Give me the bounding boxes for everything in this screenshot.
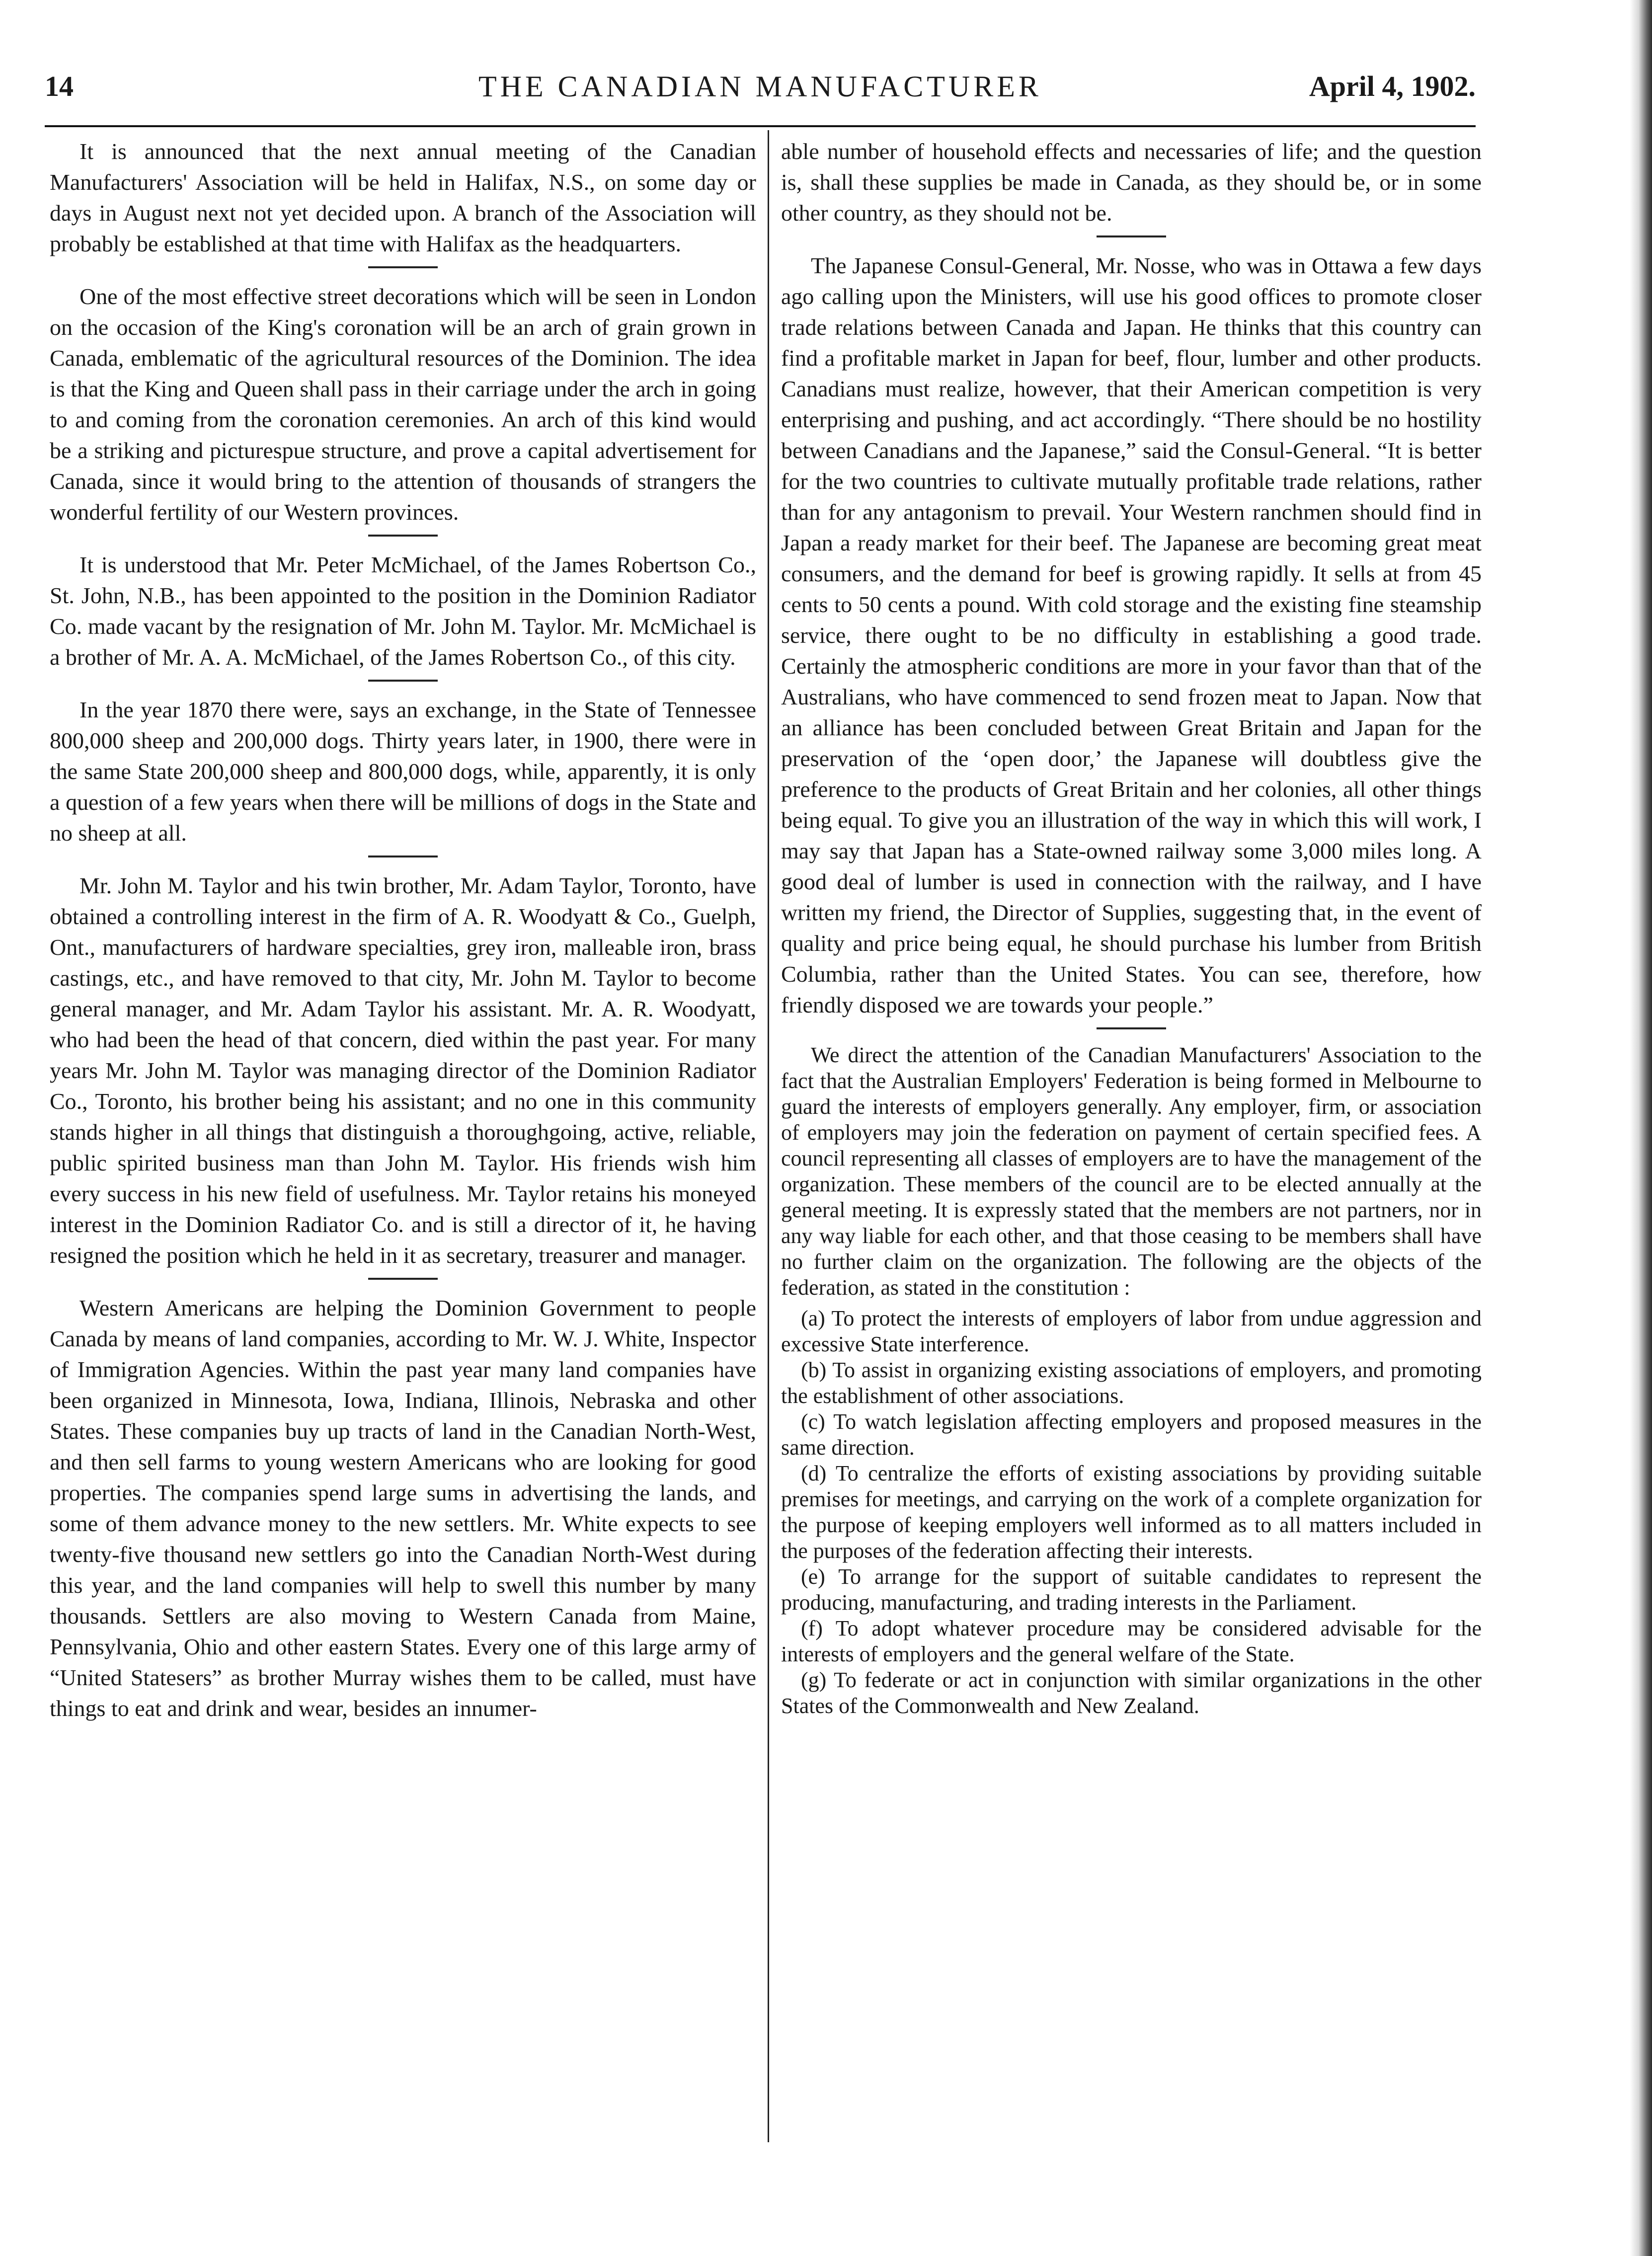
article-tennessee-sheep: In the year 1870 there were, says an exchange, in the State of Tennessee 800,000 sheep and 200,000 dogs. Thirty years later, in 1900, there were in the same State 200,000 sheep and 800,000 dogs, while, apparently, it is only a question of a few years when there will be millions of dogs in the State and no sheep at all. <box>50 697 756 846</box>
federation-object-f: (f) To adopt whatever procedure may be considered advisable for the interests of employers and the general welfare of the State. <box>781 1616 1482 1666</box>
federation-object-d: (d) To centralize the efforts of existing associations by providing suitable premises for meetings, and carrying on the work of a complete organization for the purpose of keeping employers well informed as to all matters included in the purposes of the federation affecting their interests. <box>781 1461 1482 1563</box>
article-separator <box>368 856 438 857</box>
article-separator <box>368 535 438 537</box>
issue-date: April 4, 1902. <box>1309 70 1476 102</box>
right-column <box>781 136 1482 1719</box>
column-divider <box>768 130 769 2142</box>
federation-object-c: (c) To watch legislation affecting employers and proposed measures in the same direction. <box>781 1409 1482 1460</box>
page-header <box>45 70 1476 109</box>
article-separator <box>368 1278 438 1280</box>
federation-intro: We direct the attention of the Canadian Manufacturers' Association to the fact that the Australian Employers' Federation is being formed in Melbourne to guard the interests of employers generally. Any employer, firm, or association of employers may join the federation on payment of certain specified fees. A council representing all classes of employers are to have the management of the organization. These members of the council are to be elected annually at the general meeting. It is expressly stated that the members are not partners, nor in any way liable for each other, and that those ceasing to be members shall have no further claim on the organization. The following are the objects of the federation, as stated in the constitution : <box>781 1043 1482 1300</box>
federation-object-a: (a) To protect the interests of employers of labor from undue aggression and excessive State interference. <box>781 1306 1482 1356</box>
article-continuation: able number of household effects and necessaries of life; and the question is, shall these supplies be made in Canada, as they should be, or in some other country, as they should not be. <box>781 139 1482 226</box>
article-separator <box>1097 1027 1166 1029</box>
article-japanese-consul: The Japanese Consul-General, Mr. Nosse, who was in Ottawa a few days ago calling upon the Ministers, will use his good offices to promote closer trade relations between Canada and Japan. He thinks that this country can find a profitable market in Japan for beef, flour, lumber and other products. Canadians must realize, however, that their American competition is very enterprising and pushing, and act accordingly. “There should be no hostility between Canadians and the Japanese,” said the Consul-General. “It is better for the two countries to cultivate mutually profitable trade relations, rather than for any antagonism to prevail. Your Western ranchmen should find in Japan a ready market for their beef. The Japanese are becoming great meat consumers, and the demand for beef is growing rapidly. It sells at from 45 cents to 50 cents a pound. With cold storage and the existing fine steamship service, there ought to be no difficulty in establishing a good trade. Certainly the atmospheric conditions are more in your favor than that of the Australians, who have commenced to send frozen meat to Japan. Now that an alliance has been concluded between Great Britain and Japan for the preservation of the ‘open door,’ the Japanese will doubtless give the preference to the products of Great Britain and her colonies, all other things being equal. To give you an illustration of the way in which this will work, I may say that Japan has a State-owned railway some 3,000 miles long. A good deal of lumber is used in connection with the railway, and I have written my friend, the Director of Supplies, suggesting that, in the event of quality and price being equal, he should purchase his lumber from British Columbia, rather than the United States. You can see, therefore, how friendly disposed we are towards your people.” <box>781 253 1482 1017</box>
article-halifax-meeting: It is announced that the next annual meeting of the Canadian Manufacturers' Association will be held in Halifax, N.S., on some day or days in August next not yet decided upon. A branch of the Association will probably be established at that time with Halifax as the headquarters. <box>50 139 756 256</box>
article-separator <box>1097 235 1166 237</box>
article-employers-federation <box>781 1042 1482 1719</box>
page-number: 14 <box>45 70 74 102</box>
header-rule <box>45 125 1476 127</box>
federation-object-g: (g) To federate or act in conjunction with similar organizations in the other States of the Commonwealth and New Zealand. <box>781 1668 1482 1718</box>
federation-object-e: (e) To arrange for the support of suitable candidates to represent the producing, manufacturing, and trading interests in the Parliament. <box>781 1564 1482 1615</box>
left-column <box>50 136 756 1724</box>
scan-binding-edge <box>1630 0 1652 2256</box>
publication-title: THE CANADIAN MANUFACTURER <box>478 70 1042 103</box>
federation-objects-list <box>781 1306 1482 1719</box>
article-mcmichael: It is understood that Mr. Peter McMichael, of the James Robertson Co., St. John, N.B., has been appointed to the position in the Dominion Radiator Co. made vacant by the resignation of Mr. John M. Taylor. Mr. McMichael is a brother of Mr. A. A. McMichael, of the James Robertson Co., of this city. <box>50 552 756 670</box>
article-separator <box>368 266 438 268</box>
federation-object-b: (b) To assist in organizing existing associations of employers, and promoting the establishment of other associations. <box>781 1358 1482 1408</box>
article-western-americans: Western Americans are helping the Dominion Government to people Canada by means of land companies, according to Mr. W. J. White, Inspector of Immigration Agencies. Within the past year many land companies have been organized in Minnesota, Iowa, Indiana, Illinois, Nebraska and other States. These companies buy up tracts of land in the Canadian North-West, and then sell farms to young western Americans who are looking for good properties. The companies spend large sums in advertising the lands, and some of them advance money to the new settlers. Mr. White expects to see twenty-five thousand new settlers go into the Canadian North-West during this year, and the land companies will help to swell this number by many thousands. Settlers are also moving to Western Canada from Maine, Pennsylvania, Ohio and other eastern States. Every one of this large army of “United Statesers” as brother Murray wishes them to be called, must have things to eat and drink and wear, besides an innumer- <box>50 1295 756 1721</box>
article-separator <box>368 680 438 682</box>
article-grain-arch: One of the most effective street decorations which will be seen in London on the occasion of the King's coronation will be an arch of grain grown in Canada, emblematic of the agricultural resources of the Dominion. The idea is that the King and Queen shall pass in their carriage under the arch in going to and coming from the coronation ceremonies. An arch of this kind would be a striking and picturespue structure, and prove a capital advertisement for Canada, since it would bring to the attention of thousands of strangers the wonderful fertility of our Western provinces. <box>50 284 756 525</box>
article-taylor-brothers: Mr. John M. Taylor and his twin brother, Mr. Adam Taylor, Toronto, have obtained a controlling interest in the firm of A. R. Woodyatt & Co., Guelph, Ont., manufacturers of hardware specialties, grey iron, malleable iron, brass castings, etc., and have removed to that city, Mr. John M. Taylor to become general manager, and Mr. Adam Taylor his assistant. Mr. A. R. Woodyatt, who had been the head of that concern, died within the past year. For many years Mr. John M. Taylor was managing director of the Dominion Radiator Co., Toronto, his brother being his assistant; and no one in this community stands higher in all things that distinguish a thoroughgoing, active, reliable, public spirited business man than John M. Taylor. His friends wish him every success in his new field of usefulness. Mr. Taylor retains his moneyed interest in the Dominion Radiator Co. and is still a director of it, he having resigned the position which he held in it as secretary, treasurer and manager. <box>50 873 756 1268</box>
